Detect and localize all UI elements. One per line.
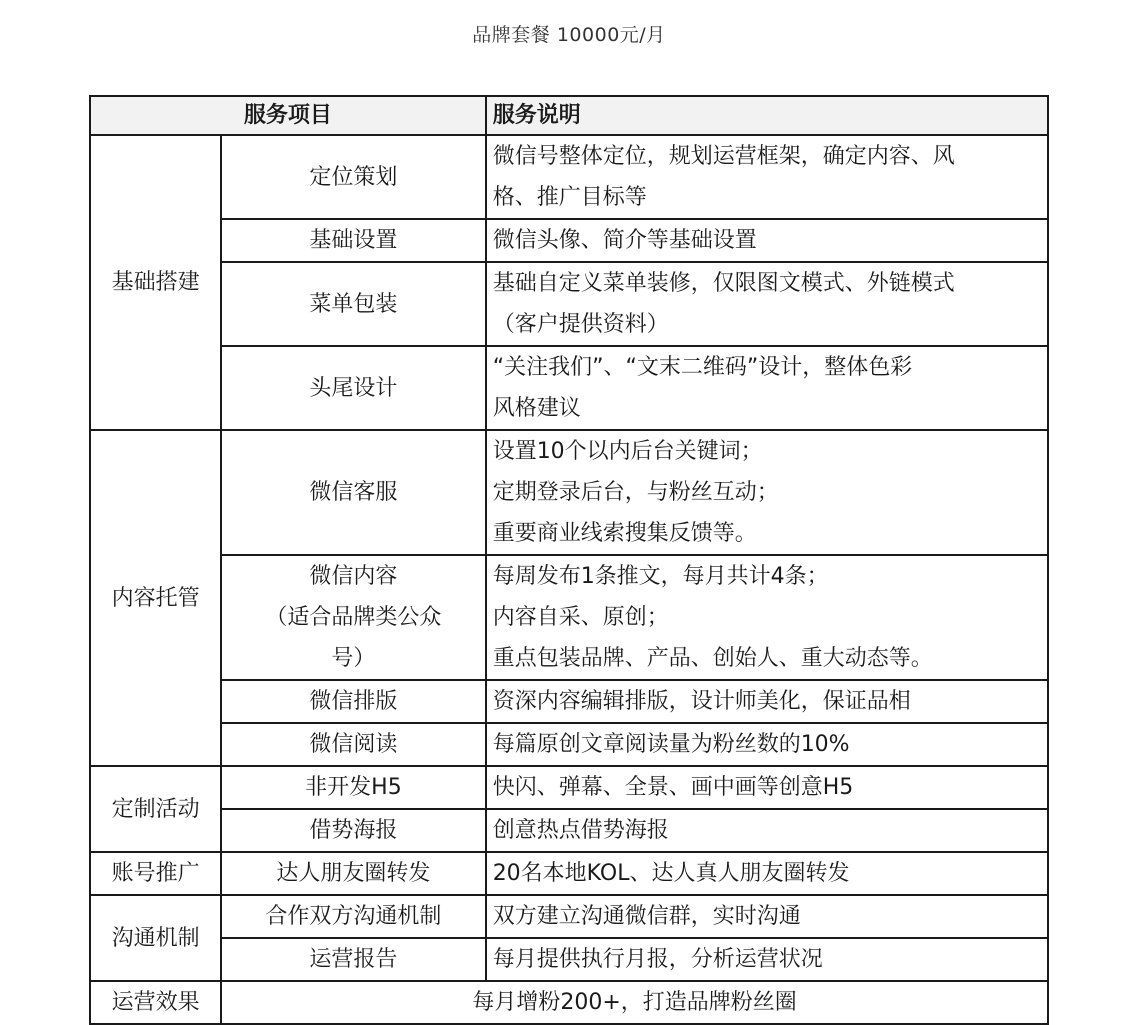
group-custom-activity: 定制活动 (90, 766, 221, 852)
desc-line: （客户提供资料） (492, 312, 669, 337)
desc-line: 重要商业线索搜集反馈等。 (492, 521, 757, 546)
item-h5: 非开发H5 (221, 766, 486, 809)
desc-line: 风格建议 (492, 396, 581, 421)
desc-wechat-content (486, 555, 1048, 680)
item-wechat-service: 微信客服 (221, 430, 486, 555)
desc-wechat-layout: 资深内容编辑排版，设计师美化，保证品相 (486, 680, 1048, 723)
item-kol-forwarding: 达人朋友圈转发 (221, 852, 486, 895)
desc-line: 重点包装品牌、产品、创始人、重大动态等。 (492, 646, 933, 671)
item-line: 号） (331, 646, 376, 671)
group-account-promotion: 账号推广 (90, 852, 221, 895)
desc-wechat-service (486, 430, 1048, 555)
table-row (90, 723, 1048, 766)
table-row (90, 766, 1048, 809)
table-row (90, 809, 1048, 852)
table-row (90, 680, 1048, 723)
item-positioning: 定位策划 (221, 135, 486, 219)
desc-line: 每周发布1条推文，每月共计4条； (492, 564, 829, 589)
table-row (90, 135, 1048, 219)
table-row (90, 852, 1048, 895)
desc-line: 内容自采、原创； (492, 605, 669, 630)
item-communication-mechanism: 合作双方沟通机制 (221, 895, 486, 938)
desc-h5: 快闪、弹幕、全景、画中画等创意H5 (486, 766, 1048, 809)
desc-poster: 创意热点借势海报 (486, 809, 1048, 852)
item-wechat-reading: 微信阅读 (221, 723, 486, 766)
table-header-row (90, 96, 1048, 135)
table-row (90, 219, 1048, 262)
desc-line: 设置10个以内后台关键词； (492, 439, 763, 464)
group-operation-effect: 运营效果 (90, 981, 221, 1024)
desc-basic-settings: 微信头像、简介等基础设置 (486, 219, 1048, 262)
table-row (90, 346, 1048, 430)
table-row (90, 981, 1048, 1024)
item-head-tail-design: 头尾设计 (221, 346, 486, 430)
item-poster: 借势海报 (221, 809, 486, 852)
table-row (90, 938, 1048, 981)
desc-menu-design (486, 262, 1048, 346)
item-operation-report: 运营报告 (221, 938, 486, 981)
desc-line: 定期登录后台，与粉丝互动； (492, 480, 779, 505)
table-row (90, 262, 1048, 346)
desc-wechat-reading: 每篇原创文章阅读量为粉丝数的10% (486, 723, 1048, 766)
desc-line: “关注我们”、“文末二维码”设计，整体色彩 (492, 355, 913, 380)
desc-line: 格、推广目标等 (492, 185, 647, 210)
table-row (90, 555, 1048, 680)
table-row (90, 895, 1048, 938)
group-communication: 沟通机制 (90, 895, 221, 981)
desc-head-tail-design (486, 346, 1048, 430)
desc-positioning (486, 135, 1048, 219)
desc-line: 微信号整体定位，规划运营框架，确定内容、风 (492, 144, 955, 169)
group-basic-setup: 基础搭建 (90, 135, 221, 430)
desc-kol-forwarding: 20名本地KOL、达人真人朋友圈转发 (486, 852, 1048, 895)
table-row (90, 430, 1048, 555)
group-content-hosting: 内容托管 (90, 430, 221, 766)
page-title: 品牌套餐 10000元/月 (472, 24, 666, 46)
desc-operation-report: 每月提供执行月报，分析运营状况 (486, 938, 1048, 981)
header-service-item: 服务项目 (90, 96, 486, 135)
item-menu-design: 菜单包装 (221, 262, 486, 346)
item-line: 微信内容 (309, 564, 398, 589)
desc-communication-mechanism: 双方建立沟通微信群，实时沟通 (486, 895, 1048, 938)
item-basic-settings: 基础设置 (221, 219, 486, 262)
service-package-table (89, 95, 1049, 1025)
header-service-description: 服务说明 (486, 96, 1048, 135)
desc-operation-effect: 每月增粉200+，打造品牌粉丝圈 (221, 981, 1048, 1024)
item-line: （适合品牌类公众 (265, 605, 442, 630)
item-wechat-content (221, 555, 486, 680)
item-wechat-layout: 微信排版 (221, 680, 486, 723)
desc-line: 基础自定义菜单装修，仅限图文模式、外链模式 (492, 271, 955, 296)
